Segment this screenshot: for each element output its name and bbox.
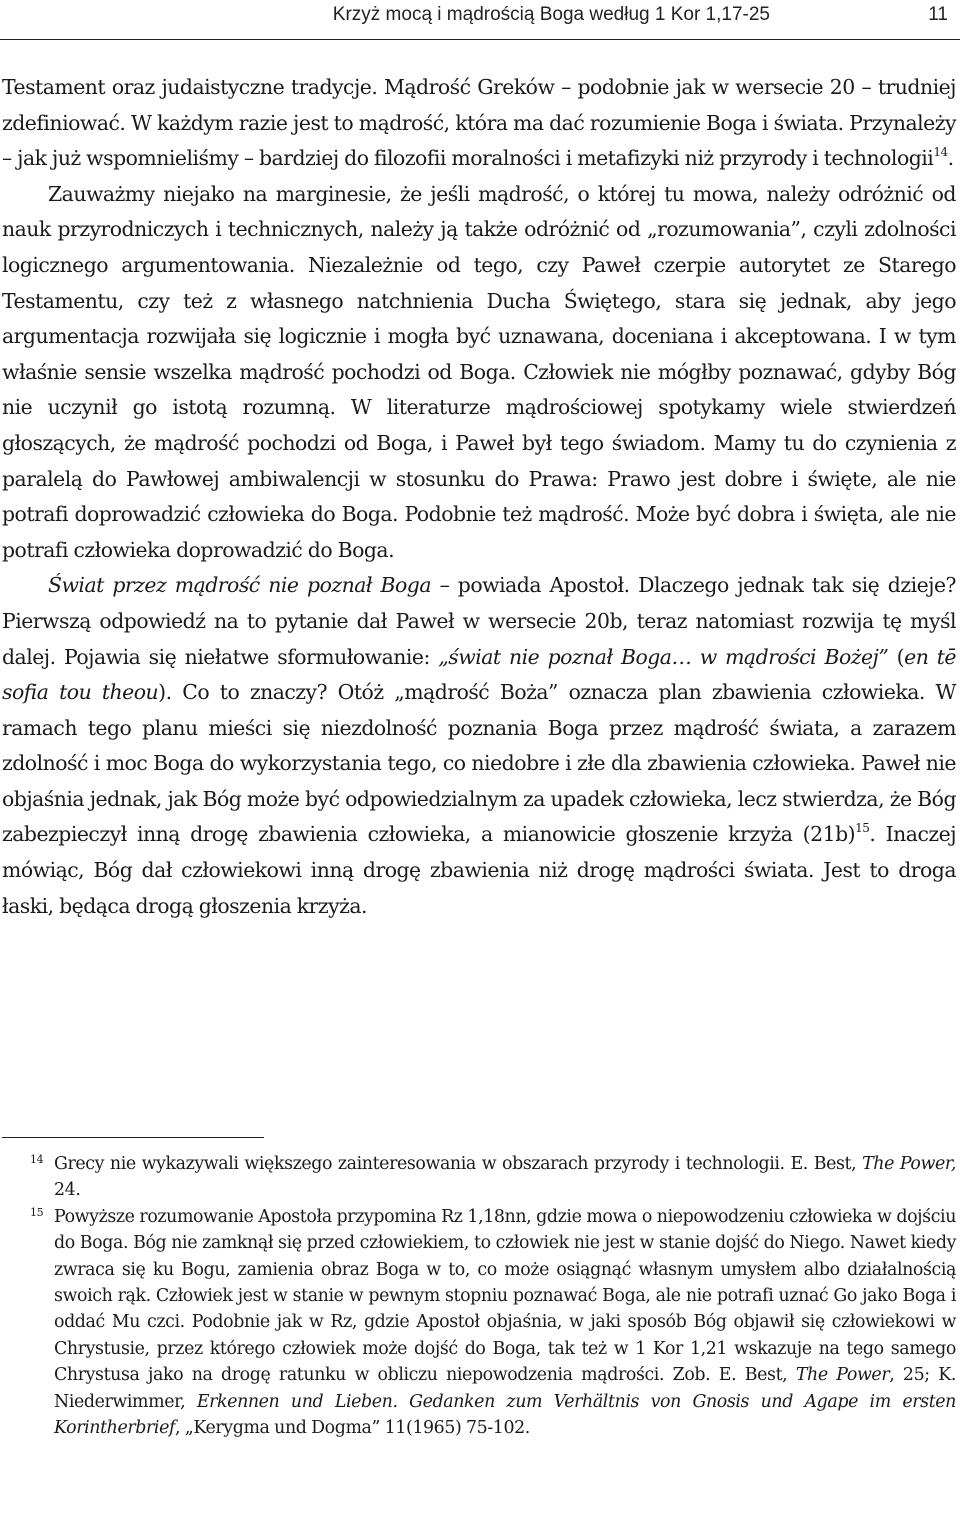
footnote-15 — [2, 1204, 956, 1442]
footnote-text: Powyższe rozumowanie Apostoła przypomina Rz 1,18nn, gdzie mowa o niepowodzeniu człowieka w dojściu do Boga. Bóg nie zamknął się przed człowiekiem, to człowiek nie jest w stanie dojść do Niego. Nawet kiedy zwraca się ku Bogu, zamienia obraz Boga w to, co może osiągnąć własnym umysłem albo działalnością swoich rąk. Człowiek jest w stanie w pewnym stopniu poznawać Boga, ale nie potrafi uznać Go jako Boga i oddać Mu czci. Podobnie jak w Rz, gdzie Apostoł objaśnia, w jaki sposób Bóg objawił się człowiekowi w Chrystusie, przez którego człowiek może dojść do Boga, tak też w 1 Kor 1,21 wskazuje na tego samego Chrystusa jako na drogę ratunku w obliczu niepowodzenia mądrości. Zob. E. Best, — [54, 1206, 956, 1386]
footnote-title: The Power, — [862, 1154, 956, 1174]
paragraph-1-text: Testament oraz judaistyczne tradycje. Mądrość Greków – podobnie jak w wersecie 20 – trudniej zdefiniować. W każdym razie jest to mądrość, która ma dać rozumienie Boga i świata. Przynależy – jak już wspomnieliśmy – bardziej do filozofii moralności i metafizyki niż przyrody i technologii — [2, 75, 956, 171]
footnote-title: The Power — [795, 1365, 890, 1386]
footnote-text: , 25; K. Niederwimmer, — [54, 1365, 956, 1412]
quote-world-did-not-know: Świat przez mądrość nie poznał Boga — [48, 573, 432, 598]
paragraph-3-text-1: – powiada Apostoł. Dlaczego jednak tak się dzieje? Pierwszą odpowiedź na to pytanie dał Paweł w wersecie 20b, teraz natomiast rozwija tę myśl dalej. Pojawia się niełatwe sformułowanie: — [2, 573, 956, 669]
running-header — [0, 4, 952, 28]
footnote-title: Erkennen und Lieben. Gedanken zum Verhältnis von Gnosis und Agape im ersten Korintherbrief — [54, 1391, 956, 1439]
footnote-number: 15 — [30, 1205, 44, 1219]
footnote-text: , „Kerygma und Dogma” 11(1965) 75-102. — [175, 1418, 530, 1439]
footnote-text: Grecy nie wykazywali większego zainteresowania w obszarach przyrody i technologii. E. Best, — [54, 1154, 863, 1174]
footnotes — [2, 1151, 956, 1441]
paragraph-3-text-4: . Inaczej mówiąc, Bóg dał człowiekowi inną drogę zbawienia niż drogę mądrości świata. Jest to droga łaski, będąca drogą głoszenia krzyża. — [2, 822, 957, 918]
paragraph-3-text-2: ( — [888, 644, 905, 669]
footnote-number: 14 — [30, 1153, 44, 1166]
footnote-ref-14[interactable]: 14 — [933, 145, 948, 160]
paragraph-3 — [2, 568, 956, 924]
page-number: 11 — [928, 4, 948, 25]
footnote-separator — [2, 1137, 264, 1138]
paragraph-2: Zauważmy niejako na marginesie, że jeśli mądrość, o której tu mowa, należy odróżnić od nauk przyrodniczych i technicznych, należy ją także odróżnić od „rozumowania”, czyli zdolności logicznego argumentowania. Niezależnie od tego, czy Paweł czerpie autorytet ze Starego Testamentu, czy też z własnego natchnienia Ducha Świętego, stara się jednak, aby jego argumentacja rozwijała się logicznie i mogła być uznawana, doceniana i akceptowana. I w tym właśnie sensie wszelka mądrość pochodzi od Boga. Człowiek nie mógłby poznawać, gdyby Bóg nie uczynił go istotą rozumną. W literaturze mądrościowej spotykamy wiele stwierdzeń głoszących, że mądrość pochodzi od Boga, i Paweł był tego świadom. Mamy tu do czynienia z paralelą do Pawłowej ambiwalencji w stosunku do Prawa: Prawo jest dobre i święte, ale nie potrafi doprowadzić człowieka do Boga. Podobnie też mądrość. Może być dobra i święta, ale nie potrafi człowieka doprowadzić do Boga. — [2, 181, 956, 562]
running-title: Krzyż mocą i mądrością Boga według 1 Kor 1,17-25 — [332, 4, 770, 25]
paragraph-1 — [2, 70, 956, 177]
footnote-ref-15[interactable]: 15 — [855, 821, 870, 836]
footnote-14 — [2, 1151, 956, 1204]
footnote-text: 24. — [54, 1180, 81, 1201]
header-rule — [0, 39, 960, 40]
body-text — [2, 70, 956, 924]
greek-phrase: en tē sofia tou theou — [2, 644, 957, 705]
paragraph-3-text-3: ). Co to znaczy? Otóż „mądrość Boża” oznacza plan zbawienia człowieka. W ramach tego planu mieści się niezdolność poznania Boga przez mądrość świata, a zarazem zdolność i moc Boga do wykorzystania tego, co niedobre i złe dla zbawienia człowieka. Paweł nie objaśnia jednak, jak Bóg może być odpowiedzialnym za upadek człowieka, lecz stwierdza, że Bóg zabezpieczył inną drogę zbawienia człowieka, a mianowicie głoszenie krzyża (21b) — [2, 680, 956, 847]
quote-wisdom-of-god: „świat nie poznał Boga… w mądrości Bożej” — [438, 644, 889, 669]
paragraph-1-end: . — [947, 146, 954, 171]
